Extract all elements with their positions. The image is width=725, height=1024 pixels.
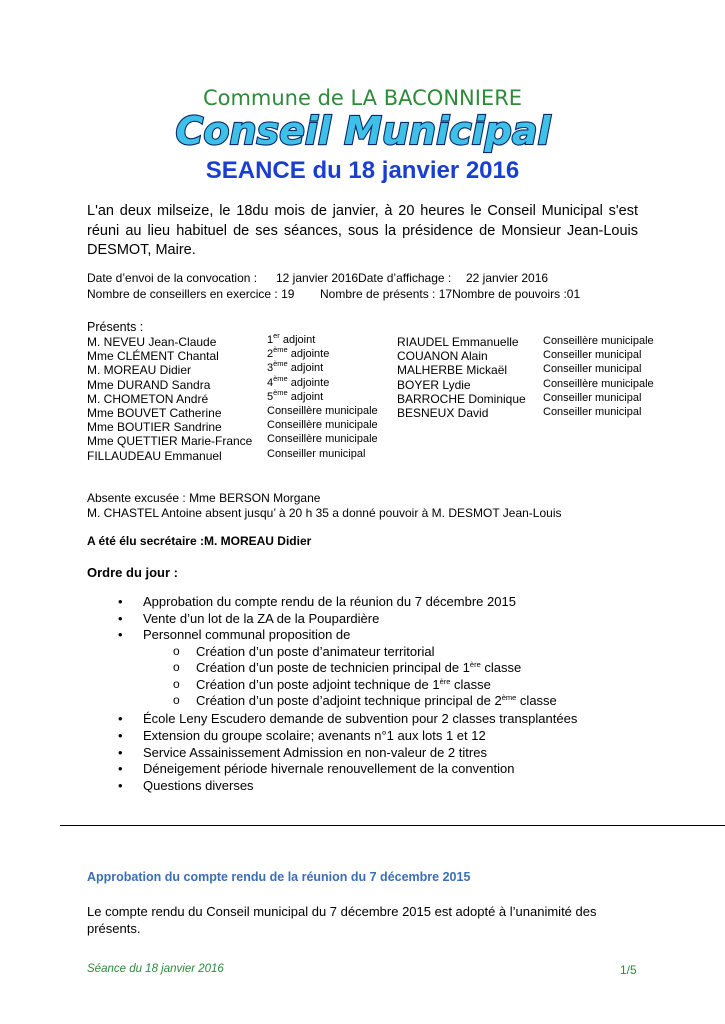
- present-role: 2ème adjointe: [267, 345, 330, 361]
- ordre-du-jour-title: Ordre du jour :: [87, 565, 178, 580]
- agenda-subitem-ordinal: ère: [439, 677, 451, 686]
- sub-bullet-icon: o: [173, 644, 180, 658]
- present-role: Conseillère municipale: [543, 335, 654, 347]
- present-role: Conseillère municipale: [267, 433, 378, 446]
- presents-title: Présents :: [87, 320, 144, 334]
- bullet-icon: •: [118, 594, 123, 609]
- present-role-ordinal: ème: [273, 373, 288, 383]
- agenda-subitem: Création d’un poste d’adjoint technique principal de 2ème classe: [196, 693, 557, 708]
- footer-page-number: 1/5: [620, 963, 637, 977]
- section-divider: [60, 825, 725, 826]
- convocation-date-value: 12 janvier 2016Date d’affichage :: [276, 271, 452, 285]
- sub-bullet-icon: o: [173, 693, 180, 707]
- footer-seance: Séance du 18 janvier 2016: [87, 963, 224, 975]
- absente-excusee: Absente excusée : Mme BERSON Morgane: [87, 491, 321, 505]
- present-name: Mme BOUVET Catherine: [87, 406, 222, 420]
- present-name: MALHERBE Mickaël: [397, 363, 508, 378]
- present-role: 3ème adjoint: [267, 359, 324, 375]
- section-body: Le compte rendu du Conseil municipal du 7 décembre 2015 est adopté à l’unanimité des présents.: [87, 904, 597, 936]
- present-role: Conseiller municipal: [543, 349, 642, 362]
- present-name: Mme DURAND Sandra: [87, 377, 211, 392]
- present-name: FILLAUDEAU Emmanuel: [87, 448, 222, 463]
- present-name: RIAUDEL Emmanuelle: [397, 335, 519, 349]
- present-role: Conseillère municipale: [267, 405, 378, 417]
- present-role: 5ème adjoint: [267, 387, 324, 403]
- sub-bullet-icon: o: [173, 677, 180, 691]
- present-role-ordinal: ème: [273, 359, 288, 369]
- present-name: Mme CLÉMENT Chantal: [87, 349, 219, 364]
- affichage-date-value: 22 janvier 2016: [466, 271, 549, 285]
- present-name: BOYER Lydie: [397, 377, 471, 392]
- present-role: Conseiller municipal: [267, 447, 366, 460]
- present-role: Conseiller municipal: [543, 391, 642, 404]
- absent-pouvoir: M. CHASTEL Antoine absent jusqu’ à 20 h 35 a donné pouvoir à M. DESMOT Jean-Louis: [87, 506, 562, 520]
- bullet-icon: •: [118, 728, 123, 743]
- present-role: Conseiller municipal: [543, 406, 642, 418]
- sub-bullet-icon: o: [173, 660, 180, 674]
- agenda-item: Personnel communal proposition de: [143, 627, 351, 642]
- intro-paragraph: L'an deux milseize, le 18du mois de janvier, à 20 heures le Conseil Municipal s'est réuni au lieu habituel de ses séances, sous la présidence de Monsieur Jean-Louis DESMOT, Maire.: [87, 203, 638, 258]
- present-name: M. MOREAU Didier: [87, 363, 192, 378]
- agenda-subitem-ordinal: ère: [469, 660, 481, 669]
- bullet-icon: •: [118, 611, 123, 626]
- agenda-item: Service Assainissement Admission en non-valeur de 2 titres: [143, 745, 487, 760]
- seance-title: SEANCE du 18 janvier 2016: [205, 157, 520, 184]
- present-name: M. NEVEU Jean-Claude: [87, 335, 217, 349]
- present-name: COUANON Alain: [397, 349, 488, 364]
- present-name: BARROCHE Dominique: [397, 391, 526, 406]
- conseillers-count: Nombre de conseillers en exercice : 19: [87, 287, 295, 301]
- present-role-ordinal: er: [273, 331, 280, 340]
- bullet-icon: •: [118, 711, 123, 726]
- agenda-subitem: Création d’un poste d’animateur territorial: [196, 644, 435, 659]
- present-name: Mme BOUTIER Sandrine: [87, 420, 222, 435]
- presents-count: Nombre de présents : 17Nombre de pouvoirs :01: [320, 287, 581, 301]
- bullet-icon: •: [118, 627, 123, 642]
- present-name: BESNEUX David: [397, 406, 489, 420]
- agenda-item: Extension du groupe scolaire; avenants n°1 aux lots 1 et 12: [143, 728, 486, 743]
- present-role-ordinal: ème: [273, 345, 288, 355]
- present-role: Conseiller municipal: [543, 363, 642, 376]
- present-name: M. CHOMETON André: [87, 391, 209, 406]
- bullet-icon: •: [118, 761, 123, 776]
- agenda-subitem: Création d’un poste de technicien principal de 1ère classe: [196, 660, 522, 675]
- agenda-subitem: Création d’un poste adjoint technique de 1ère classe: [196, 677, 491, 692]
- commune-title: Commune de LA BACONNIERE: [202, 86, 523, 110]
- convocation-date-label: Date d’envoi de la convocation :: [87, 271, 258, 285]
- agenda-item: Vente d’un lot de la ZA de la Poupardière: [143, 611, 380, 626]
- banner-text: Conseil Municipal: [174, 109, 551, 153]
- present-role: 1er adjoint: [267, 331, 316, 346]
- agenda-subitem-ordinal: ème: [501, 693, 517, 702]
- present-role-ordinal: ème: [273, 387, 288, 397]
- agenda-item: Déneigement période hivernale renouvellement de la convention: [143, 761, 515, 776]
- present-role: Conseillère municipale: [267, 419, 378, 432]
- conseil-municipal-banner: [0, 104, 725, 156]
- agenda-item: Questions diverses: [143, 778, 254, 793]
- bullet-icon: •: [118, 745, 123, 760]
- present-name: Mme QUETTIER Marie-France: [87, 434, 253, 449]
- agenda-item: Approbation du compte rendu de la réunion du 7 décembre 2015: [143, 594, 516, 609]
- banner-wordart: [173, 104, 553, 156]
- present-role: Conseillère municipale: [543, 377, 654, 390]
- bullet-icon: •: [118, 778, 123, 793]
- present-role: 4ème adjointe: [267, 373, 330, 389]
- secretaire-line: A été élu secrétaire :M. MOREAU Didier: [87, 534, 312, 548]
- section-title: Approbation du compte rendu de la réunion du 7 décembre 2015: [87, 870, 471, 884]
- agenda-item: École Leny Escudero demande de subvention pour 2 classes transplantées: [143, 711, 578, 726]
